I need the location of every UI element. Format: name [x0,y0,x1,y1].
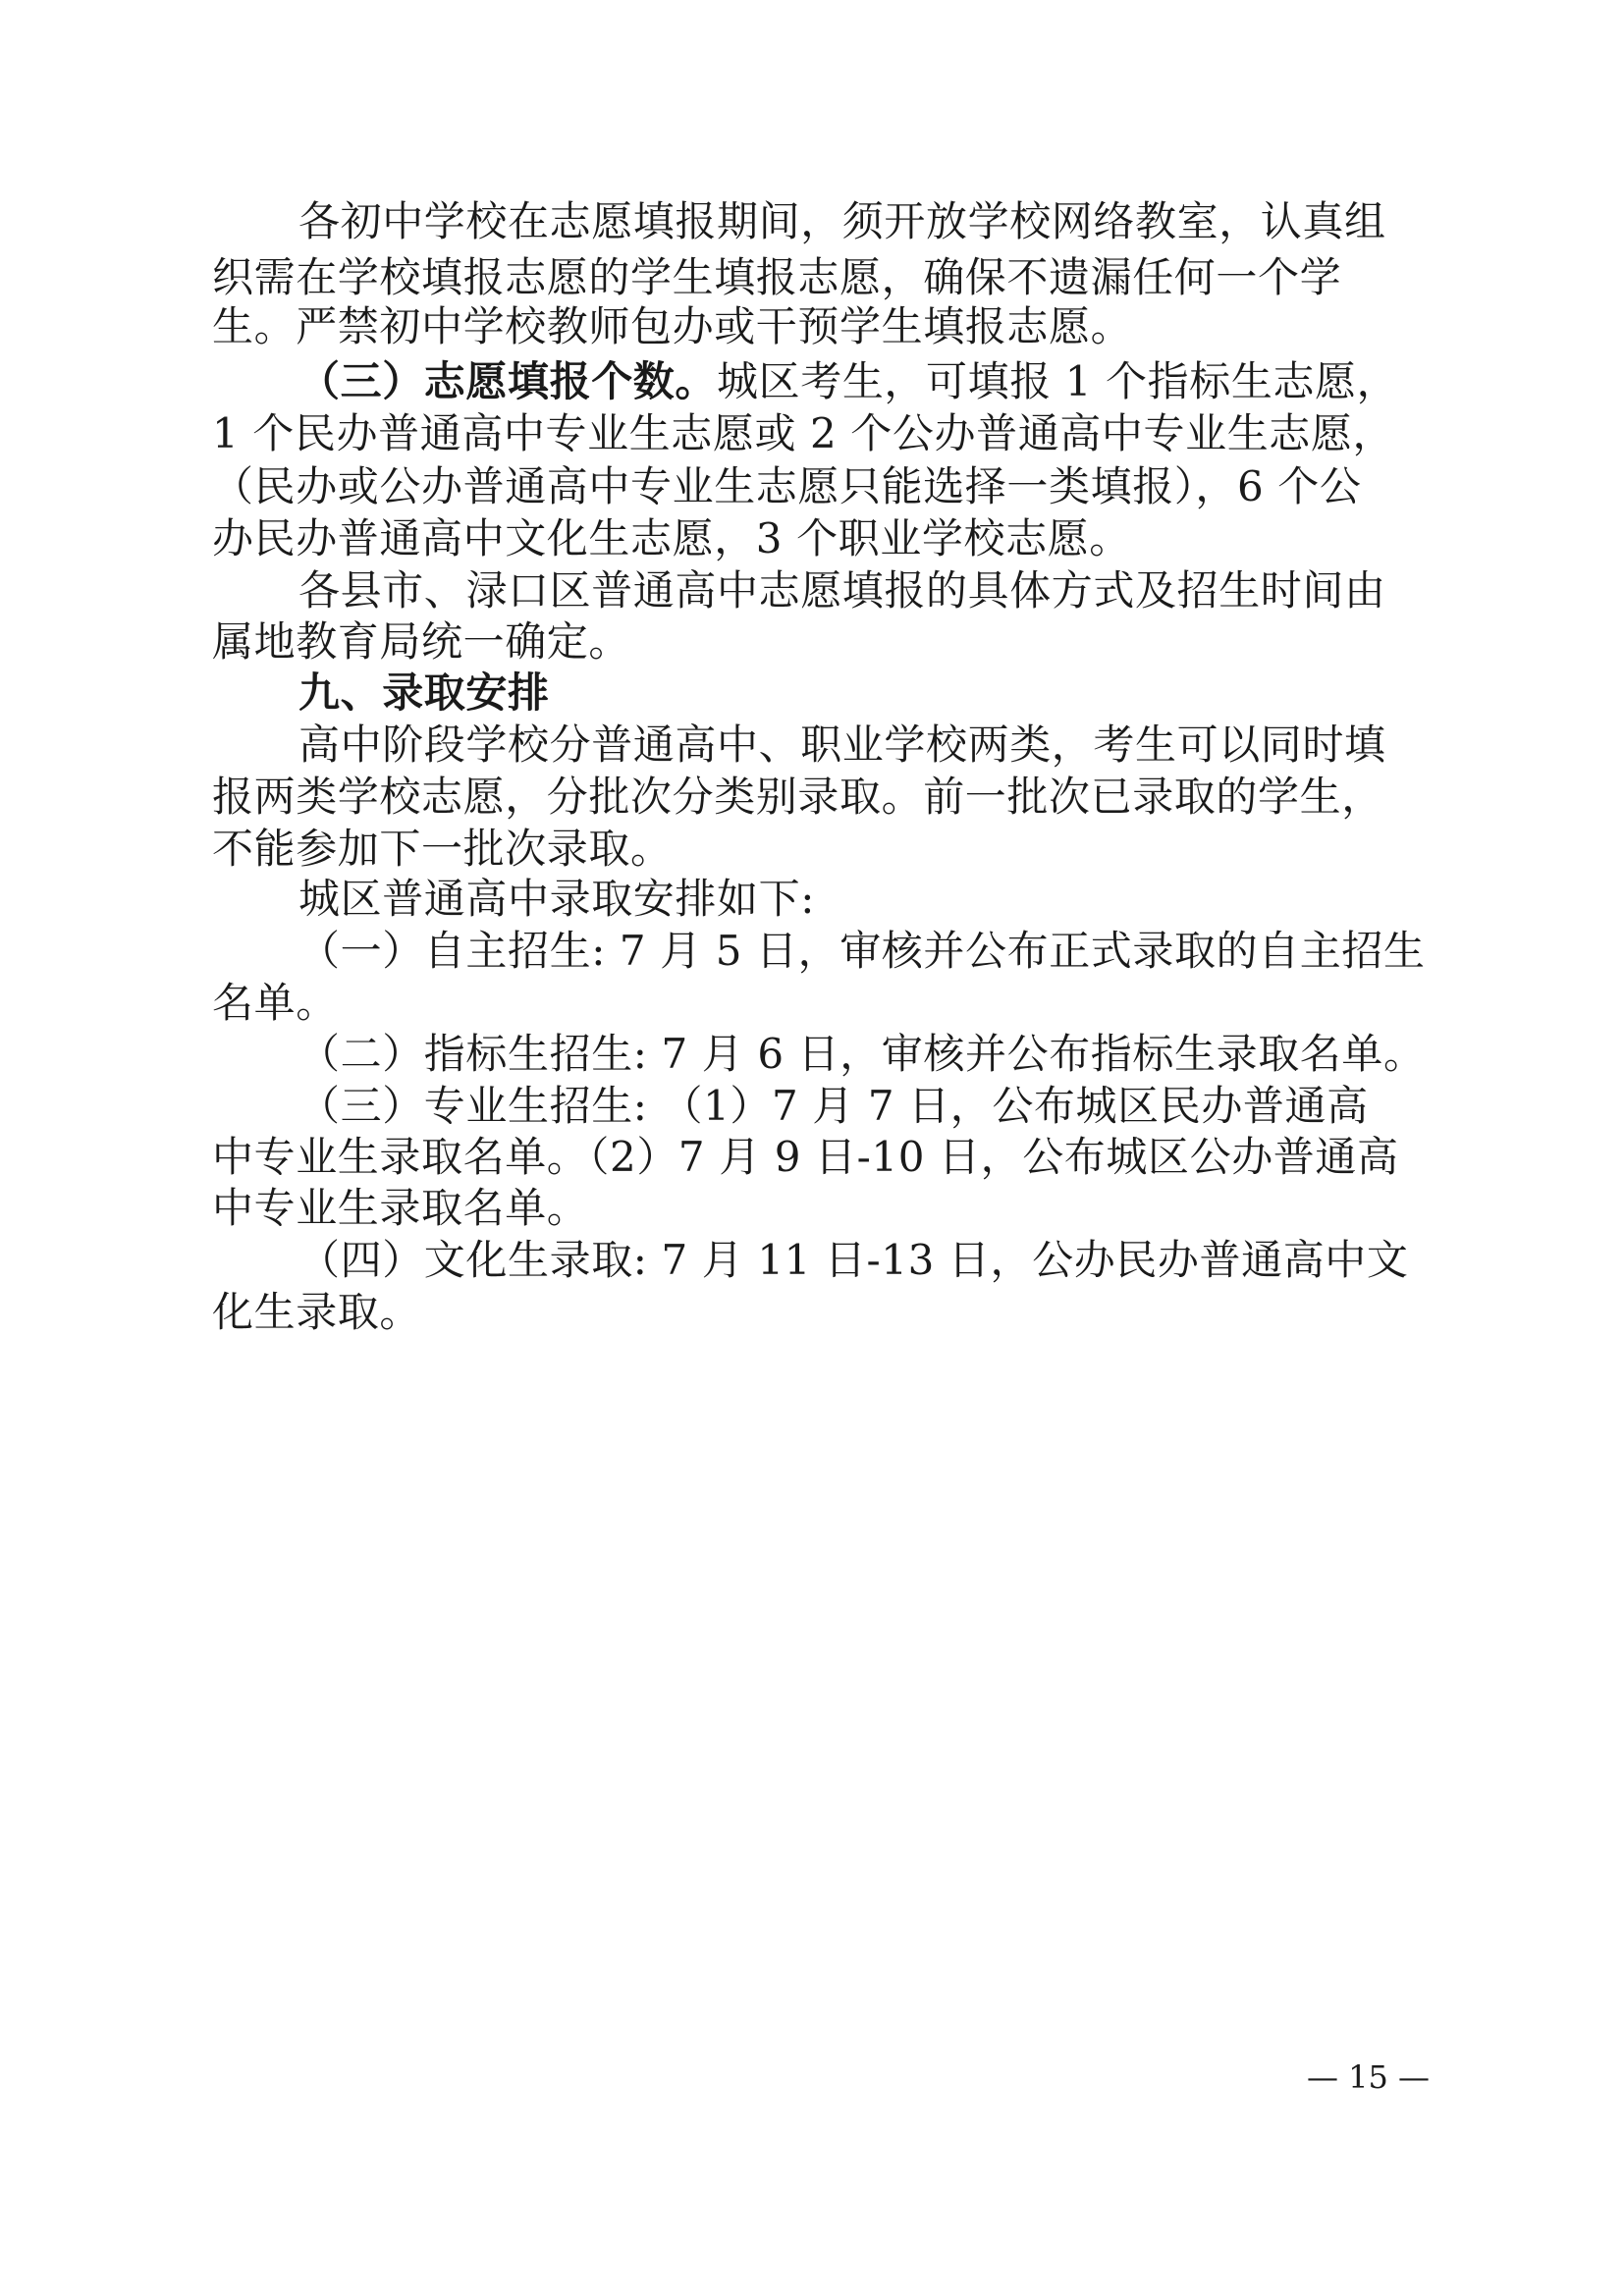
inline-heading: （三）志愿填报个数。 [298,357,718,405]
paragraph-line: （民办或公办普通高中专业生志愿只能选择一类填报），6 个公 [212,462,1362,510]
paragraph-line: （三）专业生招生: （1）7 月 7 日，公布城区民办普通高 [298,1082,1369,1130]
paragraph-line: 中专业生录取名单。（2）7 月 9 日-10 日，公布城区公办普通高 [212,1133,1399,1181]
section-title: 九、录取安排 [298,668,550,717]
paragraph-line-with-heading [298,356,1420,407]
paragraph-text: 城区考生，可填报 1 个指标生志愿， [717,357,1399,405]
paragraph-line: 中专业生录取名单。 [212,1184,589,1232]
paragraph-line: 名单。 [212,979,338,1027]
paragraph-line: （二）指标生招生: 7 月 6 日，审核并公布指标生录取名单。 [298,1030,1426,1078]
paragraph-line: 属地教育局统一确定。 [212,617,631,666]
paragraph-line: 城区普通高中录取安排如下: [298,875,815,923]
paragraph-line: 办民办普通高中文化生志愿，3 个职业学校志愿。 [212,514,1131,562]
paragraph-line: 1 个民办普通高中专业生志愿或 2 个公办普通高中专业生志愿， [212,409,1395,457]
page-number: — 15 — [1306,2058,1430,2096]
paragraph-line: 各初中学校在志愿填报期间，须开放学校网络教室，认真组 [298,197,1386,245]
paragraph-line: （四）文化生录取: 7 月 11 日-13 日，公办民办普通高中文 [298,1236,1409,1284]
paragraph-line: 化生录取。 [212,1288,422,1336]
paragraph-line: 报两类学校志愿，分批次分类别录取。前一批次已录取的学生， [212,773,1383,821]
paragraph-line: 高中阶段学校分普通高中、职业学校两类，考生可以同时填 [298,721,1386,769]
paragraph-line: 织需在学校填报志愿的学生填报志愿，确保不遗漏任何一个学 [212,253,1342,301]
paragraph-line: 不能参加下一批次录取。 [212,825,673,873]
paragraph-line: （一）自主招生: 7 月 5 日，审核并公布正式录取的自主招生 [298,927,1426,975]
paragraph-line: 各县市、渌口区普通高中志愿填报的具体方式及招生时间由 [298,566,1386,614]
paragraph-line: 生。严禁初中学校教师包办或干预学生填报志愿。 [212,302,1133,350]
